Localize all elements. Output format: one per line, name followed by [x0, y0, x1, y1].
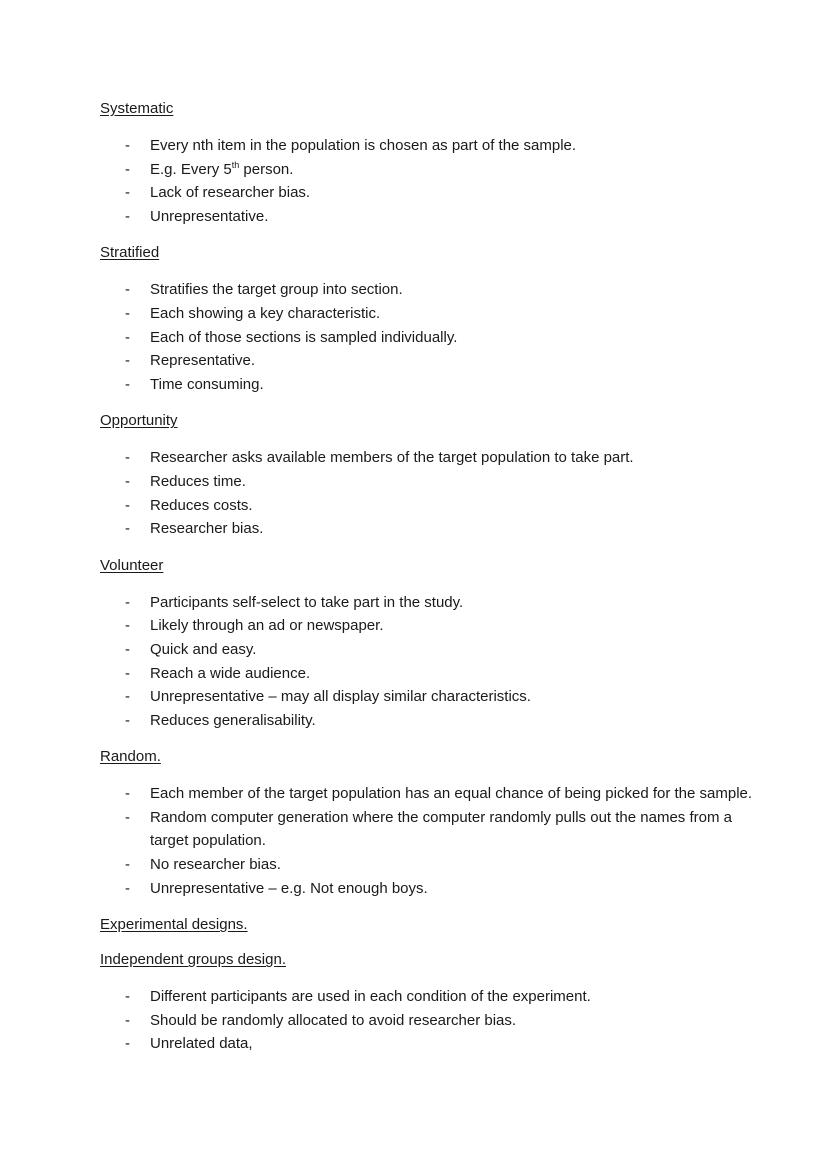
list-item-text-prefix: E.g. Every 5 — [150, 160, 232, 178]
list-item-text: Participants self-select to take part in the study. — [150, 593, 464, 611]
ordinal-superscript: th — [231, 159, 240, 170]
list-item-text: Each showing a key characteristic. — [150, 304, 381, 322]
section-heading: Volunteer — [100, 556, 164, 574]
bullet-list — [100, 134, 760, 228]
bullet-list — [100, 985, 760, 1056]
bullet-dash: - — [125, 328, 130, 346]
bullet-dash: - — [125, 137, 130, 154]
list-item-text: Different participants are used in each condition of the experiment. — [150, 988, 591, 1006]
list-item-text-suffix: person. — [239, 160, 294, 178]
section-heading: Independent groups design. — [100, 951, 286, 969]
list-item — [100, 614, 760, 638]
bullet-dash: - — [125, 879, 130, 897]
list-item-text: Should be randomly allocated to avoid researcher bias. — [150, 1011, 517, 1029]
bullet-dash: - — [125, 664, 130, 682]
section-heading: Experimental designs. — [100, 916, 248, 934]
section-stratified — [100, 243, 760, 396]
list-item-text: Reduces time. — [150, 472, 246, 490]
bullet-dash: - — [125, 808, 130, 826]
list-item-text: Representative. — [150, 352, 256, 370]
section-heading: Opportunity — [100, 412, 178, 430]
section-random — [100, 747, 760, 900]
bullet-dash: - — [125, 785, 130, 803]
list-item — [100, 591, 760, 615]
list-item — [100, 446, 760, 470]
bullet-dash: - — [125, 1011, 130, 1029]
list-item-text: Every nth item in the population is chosen as part of the sample. — [150, 137, 577, 154]
list-item — [100, 685, 760, 709]
list-item — [100, 302, 760, 326]
bullet-dash: - — [125, 375, 130, 393]
list-item-text: Each member of the target population has an equal chance of being picked for the sample. — [150, 785, 753, 803]
list-item — [100, 638, 760, 662]
list-item-text: Stratifies the target group into section. — [150, 281, 403, 299]
list-item-text: No researcher bias. — [150, 856, 281, 874]
list-item — [100, 494, 760, 518]
list-item — [100, 1032, 760, 1056]
list-item-text: Time consuming. — [150, 375, 264, 393]
section-experimental-designs — [100, 915, 760, 935]
section-heading: Stratified — [100, 244, 160, 262]
document-page — [100, 99, 760, 1071]
bullet-dash: - — [125, 856, 130, 874]
list-item-text: Each of those sections is sampled individually. — [150, 328, 458, 346]
list-item — [100, 134, 760, 158]
list-item-text: Unrepresentative – may all display similar characteristics. — [150, 688, 531, 706]
list-item-text: Quick and easy. — [150, 640, 257, 658]
list-item — [100, 349, 760, 373]
section-systematic — [100, 99, 760, 228]
list-item — [100, 782, 760, 806]
list-item-text: Likely through an ad or newspaper. — [150, 617, 384, 635]
section-independent-groups — [100, 950, 760, 1056]
bullet-list — [100, 782, 760, 900]
bullet-dash: - — [125, 640, 130, 658]
list-item-text: Reduces generalisability. — [150, 711, 316, 729]
list-item-text: Unrepresentative – e.g. Not enough boys. — [150, 879, 428, 897]
list-item — [100, 709, 760, 733]
list-item — [100, 877, 760, 901]
list-item — [100, 985, 760, 1009]
bullet-dash: - — [125, 184, 130, 202]
list-item-text: Random computer generation where the computer randomly pulls out the names from a target population. — [150, 808, 732, 850]
bullet-list — [100, 446, 760, 540]
bullet-dash: - — [125, 688, 130, 706]
bullet-dash: - — [125, 1035, 130, 1053]
list-item — [100, 181, 760, 205]
list-item — [100, 1009, 760, 1033]
list-item — [100, 853, 760, 877]
bullet-list — [100, 278, 760, 396]
bullet-list — [100, 591, 760, 733]
list-item-text: Researcher asks available members of the target population to take part. — [150, 449, 634, 467]
list-item-text: Researcher bias. — [150, 520, 264, 538]
list-item — [100, 278, 760, 302]
section-heading: Random. — [100, 748, 161, 766]
section-heading: Systematic — [100, 100, 174, 117]
list-item — [100, 373, 760, 397]
bullet-dash: - — [125, 281, 130, 299]
list-item — [100, 662, 760, 686]
bullet-dash: - — [125, 711, 130, 729]
bullet-dash: - — [125, 520, 130, 538]
list-item — [100, 205, 760, 229]
list-item — [100, 806, 760, 853]
bullet-dash: - — [125, 472, 130, 490]
bullet-dash: - — [125, 352, 130, 370]
list-item-text: Reduces costs. — [150, 496, 253, 514]
bullet-dash: - — [125, 160, 130, 178]
list-item-text: Lack of researcher bias. — [150, 184, 311, 202]
list-item-text: Unrepresentative. — [150, 207, 269, 225]
bullet-dash: - — [125, 593, 130, 611]
bullet-dash: - — [125, 496, 130, 514]
list-item — [100, 470, 760, 494]
list-item — [100, 517, 760, 541]
section-volunteer — [100, 556, 760, 733]
list-item-text: Reach a wide audience. — [150, 664, 311, 682]
section-opportunity — [100, 411, 760, 540]
bullet-dash: - — [125, 207, 130, 225]
list-item-text: Unrelated data, — [150, 1035, 253, 1053]
bullet-dash: - — [125, 617, 130, 635]
bullet-dash: - — [125, 449, 130, 467]
bullet-dash: - — [125, 304, 130, 322]
bullet-dash: - — [125, 988, 130, 1006]
list-item — [100, 326, 760, 350]
list-item — [100, 158, 760, 182]
